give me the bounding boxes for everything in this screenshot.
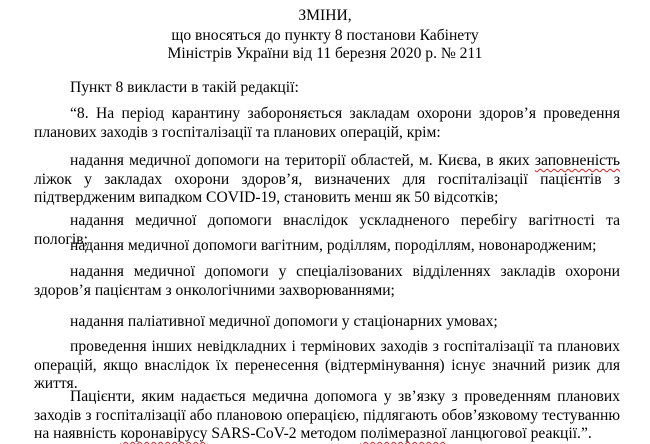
paragraph-testing	[34, 388, 620, 444]
paragraph-exception-oncology: надання медичної допомоги у спеціалізованих відділеннях закладів охорони здоров’я пацієнтам з онкологічними захворюваннями;	[34, 263, 620, 299]
text-segment: надання медичної допомоги на території областей, м. Києва, в яких	[70, 152, 535, 169]
paragraph-exception-urgent: проведення інших невідкладних і термінових заходів з госпіталізації та планових операцій, якщо внаслідок їх перенесення (відтермінування) існує значний ризик для життя.	[34, 338, 620, 392]
paragraph-exception-regions	[34, 152, 620, 208]
paragraph-8-opening: “8. На період карантину забороняється закладам охорони здоров’я проведення планових заходів з госпіталізації та планових операцій, крім:	[34, 105, 620, 141]
spellcheck-word: заповненість	[534, 152, 620, 169]
intro-paragraph: Пункт 8 викласти в такій редакції:	[70, 79, 299, 96]
spellcheck-word: коронавірусу	[120, 425, 208, 442]
document-subtitle-line1: що вносяться до пункту 8 постанови Кабінету	[171, 27, 479, 44]
paragraph-exception-newborns: надання медичної допомоги вагітним, роділлям, породіллям, новонародженим;	[70, 237, 597, 254]
spellcheck-word: полімеразної	[360, 425, 447, 442]
text-segment: ліжок у закладах охорони здоров’я, визначених для госпіталізації пацієнтів з підтвердженим випадком COVID-19, становить менш як 50 відсотків;	[34, 170, 620, 206]
paragraph-exception-palliative: надання паліативної медичної допомоги у стаціонарних умовах;	[70, 313, 498, 330]
document-title: ЗМІНИ,	[298, 7, 352, 24]
text-segment: SARS-CoV-2 методом	[207, 425, 361, 442]
text-segment: Пацієнти, яким надається медична допомога у зв’язку з проведенням планових заходів з госпіталізації або плановою операцією, підлягають обов’язковому тестуванню на наявність	[34, 388, 620, 442]
text-segment: ланцюгової реакції.”.	[446, 425, 592, 442]
paragraph-exception-pregnancy: надання медичної допомоги внаслідок ускладненого перебігу вагітності та пологів;	[34, 212, 620, 248]
document-subtitle-line2: Міністрів України від 11 березня 2020 р. № 211	[167, 45, 483, 62]
